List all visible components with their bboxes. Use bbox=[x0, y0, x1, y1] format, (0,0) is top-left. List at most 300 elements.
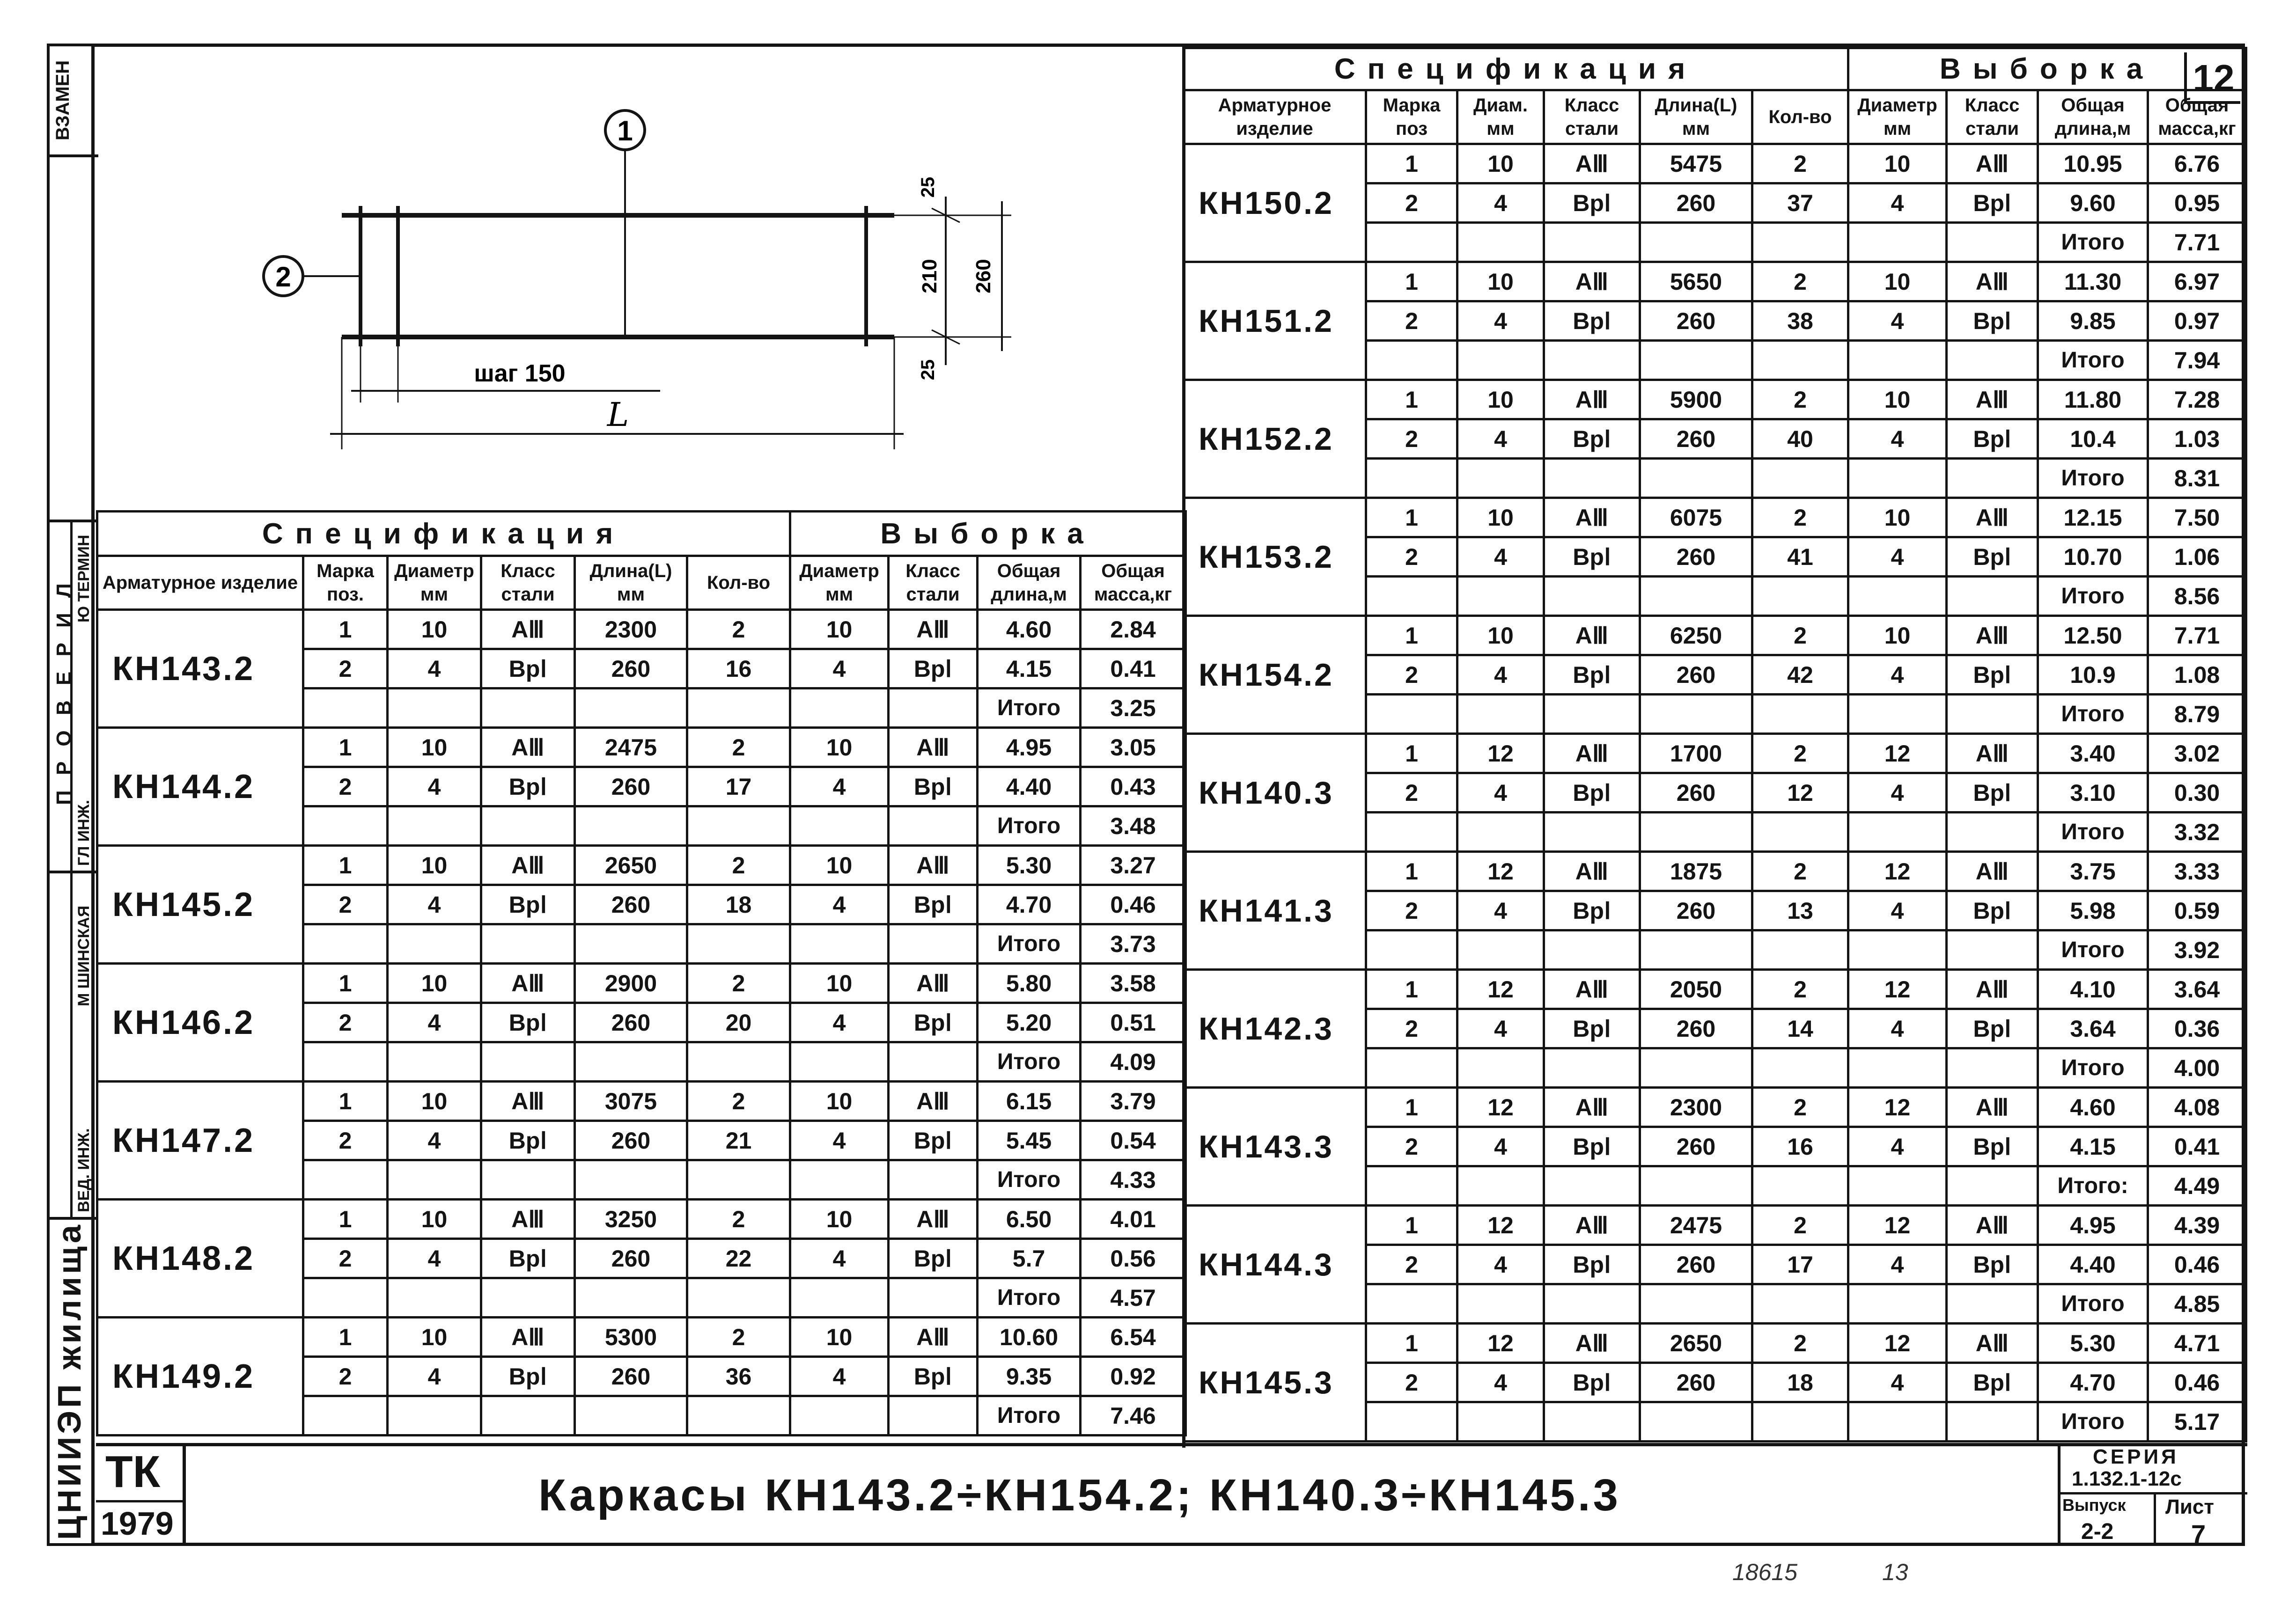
itogo-total: 7.94 bbox=[2148, 341, 2246, 380]
table-cell: АⅢ bbox=[889, 964, 978, 1003]
drawing-title: Каркасы КН143.2÷КН154.2; КН140.3÷КН145.3 bbox=[538, 1470, 1621, 1520]
table-cell: 4 bbox=[1457, 1363, 1544, 1402]
empty-cell bbox=[790, 1042, 889, 1082]
table-cell: 2 bbox=[1752, 262, 1848, 301]
table-cell: 4 bbox=[1457, 419, 1544, 459]
table-cell: 6.50 bbox=[978, 1200, 1081, 1239]
empty-cell bbox=[687, 1042, 790, 1082]
table-cell: 4.95 bbox=[978, 728, 1081, 767]
table-cell: 2 bbox=[687, 1200, 790, 1239]
table-cell: 2 bbox=[1366, 183, 1457, 223]
table-cell: 2650 bbox=[575, 846, 687, 885]
table-cell: 2 bbox=[1366, 1009, 1457, 1048]
table-cell: 3.64 bbox=[2038, 1009, 2148, 1048]
empty-cell bbox=[889, 688, 978, 728]
empty-cell bbox=[1457, 695, 1544, 734]
empty-cell bbox=[303, 688, 388, 728]
tk-label: ТК bbox=[105, 1447, 161, 1497]
empty-cell bbox=[889, 1396, 978, 1436]
table-cell: 260 bbox=[1640, 891, 1752, 930]
table-cell: ВрⅠ bbox=[1544, 419, 1640, 459]
empty-cell bbox=[303, 806, 388, 846]
item-mark: КН152.2 bbox=[1184, 380, 1366, 498]
table-cell: 0.56 bbox=[1081, 1239, 1186, 1278]
table-cell: 42 bbox=[1752, 655, 1848, 695]
column-header: Длина(L) мм bbox=[575, 556, 687, 610]
table-cell: 2300 bbox=[1640, 1088, 1752, 1127]
table-cell: 1 bbox=[303, 610, 388, 649]
table-cell: 12 bbox=[1848, 852, 1947, 891]
itogo-label: Итого bbox=[978, 1042, 1081, 1082]
table-cell: 2.84 bbox=[1081, 610, 1186, 649]
empty-cell bbox=[1457, 1284, 1544, 1324]
empty-cell bbox=[1457, 223, 1544, 262]
dim-25-bottom: 25 bbox=[918, 359, 938, 381]
item-mark: КН154.2 bbox=[1184, 616, 1366, 734]
table-cell: ВрⅠ bbox=[1544, 1363, 1640, 1402]
table-cell: 2 bbox=[303, 1357, 388, 1396]
table-cell: 20 bbox=[687, 1003, 790, 1042]
empty-cell bbox=[889, 924, 978, 964]
item-mark: КН143.3 bbox=[1184, 1088, 1366, 1206]
table-cell: АⅢ bbox=[1947, 1324, 2038, 1363]
column-header: Арматурное изделие bbox=[1184, 90, 1366, 144]
table-cell: 16 bbox=[1752, 1127, 1848, 1166]
table-cell: 17 bbox=[1752, 1245, 1848, 1284]
table-cell: 4 bbox=[790, 767, 889, 806]
table-cell: 10 bbox=[1457, 144, 1544, 183]
side-label-org: ЦНИИЭП жилища bbox=[51, 1222, 88, 1540]
table-cell: АⅢ bbox=[1947, 1206, 2038, 1245]
table-cell: 3.40 bbox=[2038, 734, 2148, 773]
table-cell: 3.79 bbox=[1081, 1082, 1186, 1121]
table-cell: 14 bbox=[1752, 1009, 1848, 1048]
table-cell: 7.71 bbox=[2148, 616, 2246, 655]
empty-cell bbox=[790, 1160, 889, 1200]
table-cell: 1 bbox=[1366, 1088, 1457, 1127]
table-cell: 4.15 bbox=[978, 649, 1081, 688]
table-cell: 9.60 bbox=[2038, 183, 2148, 223]
empty-cell bbox=[889, 1160, 978, 1200]
table-row bbox=[1184, 262, 2246, 301]
table-cell: 260 bbox=[575, 1239, 687, 1278]
table-cell: 1700 bbox=[1640, 734, 1752, 773]
footer-archive-number: 18615 bbox=[1732, 1559, 1798, 1585]
seria-value: 1.132.1-12с bbox=[2072, 1467, 2182, 1490]
table-cell: 12 bbox=[1457, 734, 1544, 773]
table-cell: АⅢ bbox=[1947, 498, 2038, 537]
table-cell: ВрⅠ bbox=[1544, 1127, 1640, 1166]
empty-cell bbox=[388, 924, 481, 964]
table-cell: 2 bbox=[687, 1082, 790, 1121]
table-cell: ВрⅠ bbox=[889, 1121, 978, 1160]
title-block-div bbox=[183, 1443, 186, 1546]
item-mark: КН145.3 bbox=[1184, 1324, 1366, 1442]
empty-cell bbox=[1544, 577, 1640, 616]
itogo-label: Итого bbox=[978, 1396, 1081, 1436]
table-cell: 2 bbox=[303, 1239, 388, 1278]
right-title-spec: Спецификация bbox=[1184, 48, 1848, 90]
table-cell: АⅢ bbox=[481, 964, 575, 1003]
table-cell: 4 bbox=[1457, 1127, 1544, 1166]
table-cell: 12 bbox=[1457, 852, 1544, 891]
column-header: Класс стали bbox=[889, 556, 978, 610]
table-row bbox=[1184, 1324, 2246, 1363]
table-cell: 6.15 bbox=[978, 1082, 1081, 1121]
table-cell: 10 bbox=[388, 1318, 481, 1357]
table-cell: 4 bbox=[1457, 1245, 1544, 1284]
empty-cell bbox=[1947, 1402, 2038, 1442]
table-cell: ВрⅠ bbox=[889, 1357, 978, 1396]
itogo-label: Итого bbox=[2038, 459, 2148, 498]
empty-cell bbox=[1848, 1166, 1947, 1206]
table-cell: 18 bbox=[1752, 1363, 1848, 1402]
empty-cell bbox=[687, 1396, 790, 1436]
itogo-label: Итого bbox=[978, 1278, 1081, 1318]
empty-cell bbox=[1640, 341, 1752, 380]
empty-cell bbox=[1752, 1166, 1848, 1206]
table-row bbox=[97, 1318, 1186, 1357]
itogo-total: 7.46 bbox=[1081, 1396, 1186, 1436]
table-cell: 6250 bbox=[1640, 616, 1752, 655]
item-mark: КН144.3 bbox=[1184, 1206, 1366, 1324]
table-cell: 3.58 bbox=[1081, 964, 1186, 1003]
table-cell: 12 bbox=[1848, 734, 1947, 773]
empty-cell bbox=[575, 1160, 687, 1200]
table-cell: 3.02 bbox=[2148, 734, 2246, 773]
empty-cell bbox=[1544, 341, 1640, 380]
table-cell: 0.43 bbox=[1081, 767, 1186, 806]
empty-cell bbox=[575, 1396, 687, 1436]
table-cell: 4.08 bbox=[2148, 1088, 2246, 1127]
table-cell: АⅢ bbox=[1947, 262, 2038, 301]
table-cell: 3.33 bbox=[2148, 852, 2246, 891]
table-row bbox=[1184, 1206, 2246, 1245]
table-cell: АⅢ bbox=[889, 1318, 978, 1357]
empty-cell bbox=[889, 1042, 978, 1082]
empty-cell bbox=[1947, 577, 2038, 616]
empty-cell bbox=[1752, 577, 1848, 616]
table-cell: 4 bbox=[388, 649, 481, 688]
table-cell: 2 bbox=[1366, 419, 1457, 459]
table-cell: 4 bbox=[1848, 537, 1947, 577]
empty-cell bbox=[889, 1278, 978, 1318]
empty-cell bbox=[1457, 459, 1544, 498]
table-cell: 4.15 bbox=[2038, 1127, 2148, 1166]
empty-cell bbox=[388, 1278, 481, 1318]
itogo-label: Итого bbox=[2038, 1048, 2148, 1088]
length-label: L bbox=[607, 396, 629, 434]
table-cell: 4 bbox=[1457, 773, 1544, 813]
title-block-div bbox=[2058, 1492, 2247, 1494]
empty-cell bbox=[1457, 1402, 1544, 1442]
table-cell: 260 bbox=[1640, 1363, 1752, 1402]
table-cell: 2050 bbox=[1640, 970, 1752, 1009]
table-cell: 10 bbox=[388, 1200, 481, 1239]
table-cell: 260 bbox=[575, 1357, 687, 1396]
empty-cell bbox=[388, 1042, 481, 1082]
empty-cell bbox=[1457, 930, 1544, 970]
table-cell: 0.46 bbox=[1081, 885, 1186, 924]
callout-1-text: 1 bbox=[617, 115, 633, 146]
column-header: Длина(L) мм bbox=[1640, 90, 1752, 144]
table-cell: 10 bbox=[790, 610, 889, 649]
itogo-total: 8.79 bbox=[2148, 695, 2246, 734]
side-divider bbox=[47, 871, 98, 873]
table-cell: 4.01 bbox=[1081, 1200, 1186, 1239]
table-cell: ВрⅠ bbox=[1544, 773, 1640, 813]
table-cell: 12 bbox=[1848, 1088, 1947, 1127]
empty-cell bbox=[1752, 341, 1848, 380]
table-cell: 4.10 bbox=[2038, 970, 2148, 1009]
table-cell: ВрⅠ bbox=[1544, 655, 1640, 695]
table-cell: 7.50 bbox=[2148, 498, 2246, 537]
empty-cell bbox=[1366, 223, 1457, 262]
itogo-label: Итого bbox=[978, 924, 1081, 964]
table-cell: 2 bbox=[1752, 380, 1848, 419]
table-row bbox=[1184, 970, 2246, 1009]
table-cell: ВрⅠ bbox=[1947, 537, 2038, 577]
empty-cell bbox=[687, 1160, 790, 1200]
table-cell: 2 bbox=[1752, 1206, 1848, 1245]
table-cell: 1 bbox=[303, 846, 388, 885]
table-cell: 10 bbox=[790, 728, 889, 767]
empty-cell bbox=[1752, 695, 1848, 734]
empty-cell bbox=[1848, 813, 1947, 852]
vypusk-label: Выпуск bbox=[2062, 1495, 2126, 1515]
table-cell: 10 bbox=[1457, 262, 1544, 301]
dim-25-top: 25 bbox=[918, 176, 938, 198]
empty-cell bbox=[1640, 813, 1752, 852]
table-cell: 1 bbox=[1366, 144, 1457, 183]
table-cell: АⅢ bbox=[1544, 1324, 1640, 1363]
table-cell: 22 bbox=[687, 1239, 790, 1278]
empty-cell bbox=[1457, 341, 1544, 380]
table-cell: 6.97 bbox=[2148, 262, 2246, 301]
table-cell: 10 bbox=[388, 1082, 481, 1121]
empty-cell bbox=[1752, 1048, 1848, 1088]
empty-cell bbox=[1640, 459, 1752, 498]
table-cell: 1 bbox=[1366, 262, 1457, 301]
table-cell: АⅢ bbox=[889, 728, 978, 767]
table-cell: ВрⅠ bbox=[1544, 537, 1640, 577]
table-cell: 3.75 bbox=[2038, 852, 2148, 891]
itogo-total: 4.33 bbox=[1081, 1160, 1186, 1200]
table-cell: 260 bbox=[575, 885, 687, 924]
table-cell: 4 bbox=[1848, 1127, 1947, 1166]
table-cell: 260 bbox=[1640, 537, 1752, 577]
empty-cell bbox=[1366, 1048, 1457, 1088]
empty-cell bbox=[388, 806, 481, 846]
itogo-total: 5.17 bbox=[2148, 1402, 2246, 1442]
table-cell: 12.15 bbox=[2038, 498, 2148, 537]
empty-cell bbox=[481, 1042, 575, 1082]
item-mark: КН143.2 bbox=[97, 610, 303, 728]
column-header: Класс стали bbox=[481, 556, 575, 610]
empty-cell bbox=[575, 806, 687, 846]
table-cell: 4 bbox=[790, 649, 889, 688]
table-cell: 10 bbox=[388, 964, 481, 1003]
table-cell: 1 bbox=[303, 1082, 388, 1121]
step-label: шаг 150 bbox=[474, 360, 566, 387]
empty-cell bbox=[303, 924, 388, 964]
side-label-provereno: П Р О В Е Р И Л bbox=[52, 579, 75, 805]
empty-cell bbox=[790, 1278, 889, 1318]
itogo-total: 3.48 bbox=[1081, 806, 1186, 846]
table-cell: ВрⅠ bbox=[1947, 1009, 2038, 1048]
left-header-row bbox=[97, 556, 1186, 610]
itogo-label: Итого bbox=[2038, 1402, 2148, 1442]
itogo-total: 3.32 bbox=[2148, 813, 2246, 852]
table-cell: ВрⅠ bbox=[1947, 655, 2038, 695]
empty-cell bbox=[1640, 223, 1752, 262]
table-cell: 10.4 bbox=[2038, 419, 2148, 459]
empty-cell bbox=[1366, 1284, 1457, 1324]
itogo-label: Итого: bbox=[2038, 1166, 2148, 1206]
table-cell: 10 bbox=[1457, 380, 1544, 419]
item-mark: КН150.2 bbox=[1184, 144, 1366, 262]
table-cell: 1 bbox=[1366, 1324, 1457, 1363]
itogo-label: Итого bbox=[2038, 577, 2148, 616]
table-cell: ВрⅠ bbox=[1947, 1245, 2038, 1284]
column-header: Диаметр мм bbox=[388, 556, 481, 610]
item-mark: КН148.2 bbox=[97, 1200, 303, 1318]
table-cell: 2 bbox=[1366, 537, 1457, 577]
empty-cell bbox=[303, 1160, 388, 1200]
empty-cell bbox=[1366, 1166, 1457, 1206]
right-title-vyb: Выборка bbox=[1848, 48, 2246, 90]
column-header: Класс стали bbox=[1947, 90, 2038, 144]
table-cell: АⅢ bbox=[889, 1200, 978, 1239]
side-label-name: М ШИНСКАЯ bbox=[75, 905, 93, 1006]
itogo-total: 4.85 bbox=[2148, 1284, 2246, 1324]
table-cell: 2 bbox=[303, 885, 388, 924]
column-header: Общая масса,кг bbox=[1081, 556, 1186, 610]
table-cell: 0.95 bbox=[2148, 183, 2246, 223]
table-cell: АⅢ bbox=[1947, 1088, 2038, 1127]
empty-cell bbox=[1640, 1284, 1752, 1324]
column-header: Диам. мм bbox=[1457, 90, 1544, 144]
empty-cell bbox=[1752, 930, 1848, 970]
empty-cell bbox=[1366, 577, 1457, 616]
empty-cell bbox=[790, 1396, 889, 1436]
empty-cell bbox=[1544, 695, 1640, 734]
table-cell: ВрⅠ bbox=[1947, 773, 2038, 813]
table-cell: 12 bbox=[1457, 1088, 1544, 1127]
table-cell: ВрⅠ bbox=[481, 1357, 575, 1396]
table-cell: 2 bbox=[1366, 773, 1457, 813]
table-cell: 21 bbox=[687, 1121, 790, 1160]
item-mark: КН144.2 bbox=[97, 728, 303, 846]
table-row bbox=[97, 964, 1186, 1003]
table-cell: АⅢ bbox=[1544, 734, 1640, 773]
table-cell: 1 bbox=[1366, 734, 1457, 773]
side-divider bbox=[47, 1217, 98, 1220]
empty-cell bbox=[1366, 695, 1457, 734]
table-cell: АⅢ bbox=[1544, 616, 1640, 655]
table-row bbox=[97, 1200, 1186, 1239]
table-row bbox=[97, 610, 1186, 649]
table-cell: 0.59 bbox=[2148, 891, 2246, 930]
table-cell: 2 bbox=[1752, 144, 1848, 183]
table-cell: АⅢ bbox=[1544, 144, 1640, 183]
empty-cell bbox=[1544, 459, 1640, 498]
table-cell: 0.30 bbox=[2148, 773, 2246, 813]
table-cell: 1875 bbox=[1640, 852, 1752, 891]
table-cell: 4.70 bbox=[978, 885, 1081, 924]
table-cell: 10 bbox=[388, 610, 481, 649]
table-cell: 0.46 bbox=[2148, 1363, 2246, 1402]
table-cell: 2 bbox=[687, 846, 790, 885]
table-cell: 5.7 bbox=[978, 1239, 1081, 1278]
table-cell: ВрⅠ bbox=[1947, 301, 2038, 341]
table-cell: 3.27 bbox=[1081, 846, 1186, 885]
table-cell: 1 bbox=[1366, 616, 1457, 655]
table-cell: 4 bbox=[790, 1357, 889, 1396]
side-divider bbox=[47, 154, 98, 157]
table-cell: 4 bbox=[1457, 301, 1544, 341]
table-cell: 2 bbox=[687, 964, 790, 1003]
table-cell: 5.30 bbox=[978, 846, 1081, 885]
empty-cell bbox=[1848, 930, 1947, 970]
table-cell: 1 bbox=[303, 1318, 388, 1357]
itogo-label: Итого bbox=[2038, 695, 2148, 734]
empty-cell bbox=[575, 1042, 687, 1082]
table-cell: 4 bbox=[388, 1357, 481, 1396]
column-header: Марка поз bbox=[1366, 90, 1457, 144]
table-cell: АⅢ bbox=[1544, 1088, 1640, 1127]
table-cell: АⅢ bbox=[481, 1318, 575, 1357]
table-cell: 1 bbox=[303, 1200, 388, 1239]
table-cell: 4 bbox=[388, 885, 481, 924]
table-cell: 5300 bbox=[575, 1318, 687, 1357]
side-label-gl-inzh: ГЛ ИНЖ. bbox=[75, 800, 93, 866]
itogo-label: Итого bbox=[978, 806, 1081, 846]
empty-cell bbox=[1947, 1284, 2038, 1324]
table-cell: 4 bbox=[790, 1121, 889, 1160]
table-cell: 10.60 bbox=[978, 1318, 1081, 1357]
title-block-div bbox=[2154, 1492, 2156, 1546]
table-cell: ВрⅠ bbox=[889, 649, 978, 688]
table-cell: 10 bbox=[1457, 616, 1544, 655]
empty-cell bbox=[388, 1396, 481, 1436]
table-cell: 10 bbox=[1457, 498, 1544, 537]
table-cell: 260 bbox=[575, 649, 687, 688]
itogo-total: 3.73 bbox=[1081, 924, 1186, 964]
table-cell: 12.50 bbox=[2038, 616, 2148, 655]
table-cell: ВрⅠ bbox=[481, 649, 575, 688]
empty-cell bbox=[1848, 577, 1947, 616]
table-cell: АⅢ bbox=[481, 728, 575, 767]
table-cell: 5.80 bbox=[978, 964, 1081, 1003]
table-cell: 4 bbox=[1848, 1009, 1947, 1048]
table-cell: АⅢ bbox=[1544, 852, 1640, 891]
empty-cell bbox=[1544, 930, 1640, 970]
footer-page-number: 13 bbox=[1882, 1559, 1908, 1585]
table-cell: 1.08 bbox=[2148, 655, 2246, 695]
column-header: Кол-во bbox=[1752, 90, 1848, 144]
table-cell: 10 bbox=[790, 1318, 889, 1357]
empty-cell bbox=[687, 688, 790, 728]
itogo-total: 7.71 bbox=[2148, 223, 2246, 262]
table-cell: АⅢ bbox=[1544, 970, 1640, 1009]
table-cell: 17 bbox=[687, 767, 790, 806]
empty-cell bbox=[481, 688, 575, 728]
table-cell: 10.70 bbox=[2038, 537, 2148, 577]
table-cell: ВрⅠ bbox=[1947, 1127, 2038, 1166]
table-cell: 260 bbox=[1640, 1127, 1752, 1166]
table-cell: 2 bbox=[1366, 655, 1457, 695]
